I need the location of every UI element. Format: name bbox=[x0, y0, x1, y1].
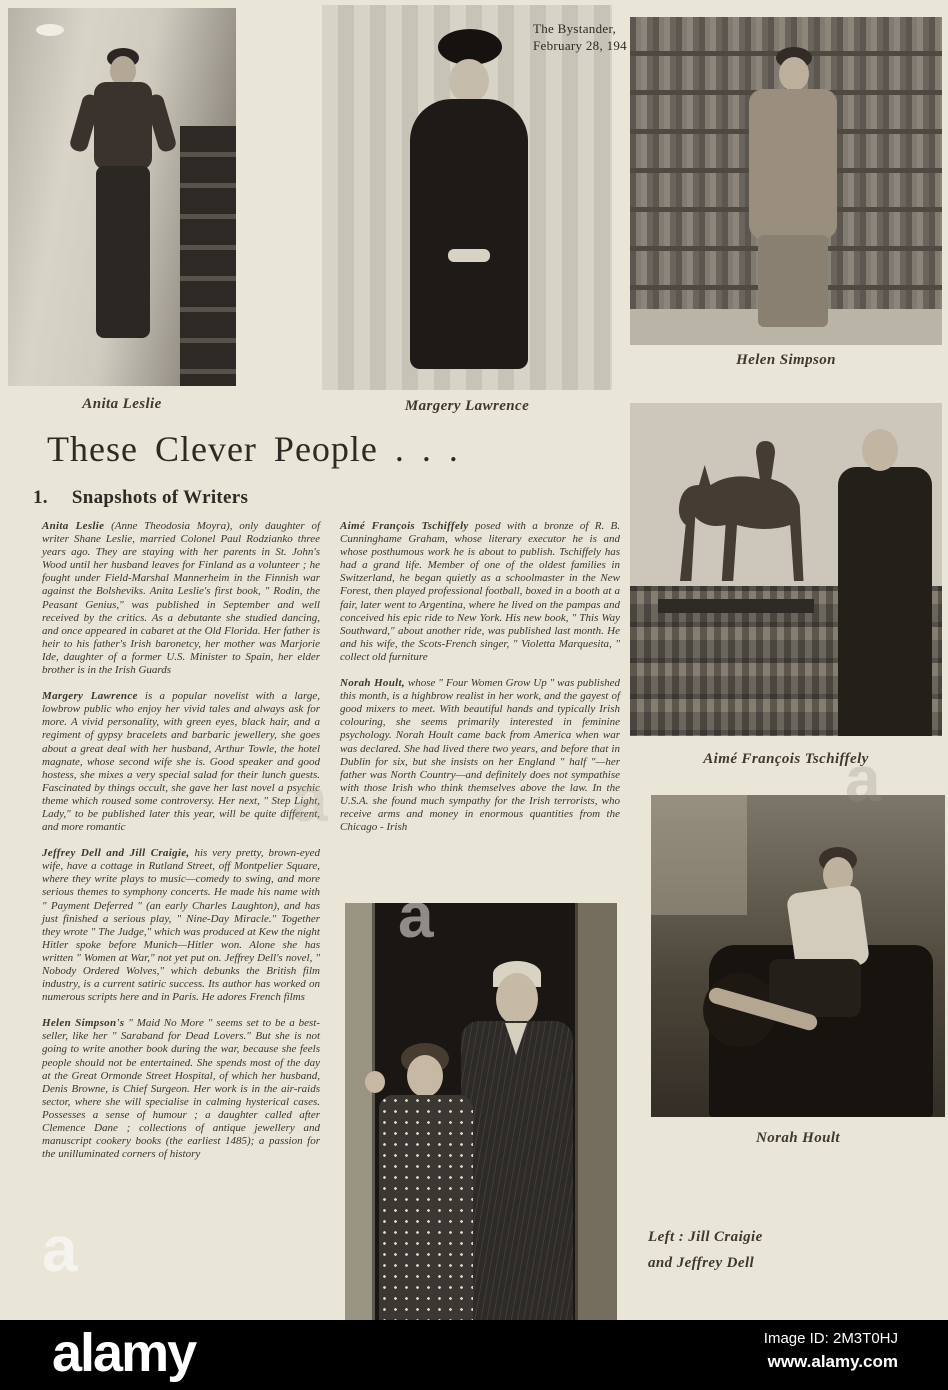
paragraph-text: his very pretty, brown-eyed wife, have a cottage in Rutland Street, off Montpelier Square, where they write plays to music—comedy to swing, and more serious themes to symphony concerts. He made his name with " Payment Deferred " (an early Charles Laughton), and has just finished a serious play, " Nine-Day Miracle." Together they wrote " The Judge," which was produced at Kew the night Hitler spoke before Munich—Hitler won. Alone she has written " Women at War," not yet put on. Jeffrey Dell's novel, " Nobody Ordered Wolves," which debunks the British film industry, is a current satiric success. Its author has worked on numerous scripts here and in Paris. He adores French films bbox=[42, 847, 320, 1004]
section-subtitle bbox=[33, 487, 248, 509]
paragraph-tschiffely bbox=[340, 520, 620, 664]
masthead bbox=[533, 20, 627, 54]
photo-jill-craigie-jeffrey-dell bbox=[345, 903, 617, 1320]
figure-head bbox=[407, 1055, 443, 1097]
figure-dress bbox=[410, 99, 528, 369]
alamy-watermark-glyph: a bbox=[292, 763, 328, 835]
paragraph-anita-leslie bbox=[42, 520, 320, 677]
figure-skirt bbox=[758, 235, 828, 327]
caption-helen-simpson: Helen Simpson bbox=[736, 352, 836, 368]
caption-norah-hoult: Norah Hoult bbox=[755, 1130, 840, 1146]
caption-line: Left : Jill Craigie bbox=[648, 1229, 763, 1245]
text-column-left bbox=[42, 520, 320, 1174]
section-label: Snapshots of Writers bbox=[71, 487, 249, 508]
figure-hand bbox=[365, 1071, 385, 1093]
paragraph-lead: Jeffrey Dell and Jill Craigie, bbox=[42, 847, 190, 860]
alamy-meta bbox=[764, 1330, 898, 1372]
paragraph-text: (Anne Theodosia Moyra), only daughter of writer Shane Leslie, married Colonel Paul Rodzianko three years ago. They are staying with her parents in St. John's Wood until her husband leaves for Finland as a volunteer ; he fought under Field-Marshal Mannerheim in the Finnish war against the Bolsheviks. Anita Leslie's first book, " Rodin, the Peasant Genius," was published in September and well received by the critics. As a debutante she studied dancing, and once appeared in cabaret at the Old Florida. Her father is heir to his father's Irish baronetcy, her mother was Marjorie Ide, daughter of a former U.S. Minister to Spain, her elder brother is in the Irish Guards bbox=[42, 520, 321, 677]
figure-head bbox=[862, 429, 898, 471]
doorframe-shape bbox=[345, 903, 375, 1320]
photo-anita-leslie bbox=[8, 8, 236, 386]
paragraph-norah-hoult bbox=[340, 677, 620, 834]
paragraph-text: whose " Four Women Grow Up " was published this month, is a highbrow realist in her work, and the gayest of good mixers to meet. With beautiful hands and typically Irish colouring, she seems primarily interested in feminine psychology. Norah Hoult came back from America when war was declared. She had lived there two years, and before that in Dublin for six, but she insists on her England " half "—her father was North Country—and definitely does not sympathise with those Irish who think themselves above the law. In the U.S.A. she found much sympathy for the Irish terrorists, who receive arms and money in enormous quantities from the Chicago - Irish bbox=[340, 677, 620, 834]
figure-legs bbox=[96, 166, 150, 338]
section-number: 1. bbox=[33, 487, 48, 508]
paragraph-lead: Norah Hoult, bbox=[340, 677, 405, 690]
text-column-right bbox=[340, 520, 620, 847]
photo-aime-francois-tschiffely bbox=[630, 403, 942, 736]
paragraph-lead: Margery Lawrence bbox=[42, 690, 138, 703]
figure-head bbox=[449, 59, 489, 103]
paragraph-text: " Maid No More " seems set to be a best-seller, like her " Saraband for Dead Lovers." But she is not going to write another book during the war, because she feels people should not be entertained. She spends most of the day at the Great Ormonde Street Hospital, of which her husband, Denis Browne, is Chief Surgeon. Her work is in the air-raids sector, where she will specialise in calming hysterical cases. Possesses a sense of humour ; a daughter called after Clemence Dane ; collections of antique jewellery and manuscript cookery books (the earliest 1485); a passion for the unilluminated corners of history bbox=[42, 1017, 320, 1161]
caption-tschiffely: Aimé François Tschiffely bbox=[703, 751, 869, 767]
image-id-label: Image ID: 2M3T0HJ bbox=[763, 1330, 898, 1347]
figure-head bbox=[779, 57, 809, 91]
caption-anita-leslie: Anita Leslie bbox=[82, 396, 162, 412]
paragraph-text: is a popular novelist with a large, lowbrow public who enjoy her vivid tales and always ask for more. A vivid personality, with green eyes, black hair, and a regiment of gypsy bracelets and barbaric jewellery, she goes about a great deal with her husband, Arthur Towle, the hotel magnate, whose second wife she is. Good speaker and good hostess, she mixes a very special salad for their lunch guests. Fascinated by things occult, she gave her last novel a psychic theme which roused some controversy. Her next, " Step Light, Lady," to be published later this year, will be quite different, and more romantic bbox=[42, 690, 320, 834]
photo-norah-hoult bbox=[651, 795, 945, 1117]
figure-torso bbox=[94, 82, 152, 170]
publication-name: The Bystander, bbox=[533, 21, 617, 36]
lamp-shape bbox=[36, 24, 64, 36]
figure-torso bbox=[838, 467, 932, 736]
alamy-watermark-bar bbox=[0, 1320, 948, 1390]
figure-head bbox=[496, 973, 538, 1025]
caption-margery-lawrence: Margery Lawrence bbox=[404, 398, 530, 414]
bookshelf-shape bbox=[180, 126, 236, 386]
paragraph-helen-simpson bbox=[42, 1017, 320, 1161]
alamy-logo: alamy bbox=[52, 1323, 196, 1383]
photo-helen-simpson bbox=[630, 17, 942, 345]
caption-craigie-dell bbox=[648, 1224, 878, 1276]
horse-statue-shape bbox=[642, 425, 832, 605]
alamy-watermark-glyph: a bbox=[42, 1213, 78, 1285]
photo-margery-lawrence bbox=[322, 5, 612, 390]
figure-cuff bbox=[448, 249, 490, 262]
paragraph-lead: Aimé François Tschiffely bbox=[340, 520, 469, 532]
doorframe-shape bbox=[575, 903, 617, 1320]
figure-pinstripe-suit bbox=[461, 1021, 573, 1320]
publication-date: February 28, 194 bbox=[533, 38, 627, 53]
paragraph-jeffrey-dell-jill-craigie bbox=[42, 847, 320, 1004]
alamy-watermark-glyph: a bbox=[845, 743, 881, 815]
paragraph-lead: Helen Simpson's bbox=[42, 1017, 125, 1030]
caption-line: and Jeffrey Dell bbox=[648, 1255, 755, 1271]
figure-polkadot-dress bbox=[379, 1095, 473, 1320]
page-title: These Clever People . . . bbox=[47, 429, 459, 469]
figure-jacket bbox=[749, 89, 837, 239]
paragraph-lead: Anita Leslie bbox=[42, 520, 105, 532]
window-light-shape bbox=[651, 795, 747, 915]
paragraph-margery-lawrence bbox=[42, 690, 320, 834]
alamy-watermark-glyph: a bbox=[398, 879, 434, 951]
alamy-url: www.alamy.com bbox=[767, 1352, 898, 1371]
paragraph-text: posed with a bronze of R. B. Cunninghame Graham, whose literary executor he is and whose posthumous work he is about to publish. Tschiffely has had a grand life. Member of one of the oldest families in Switzerland, he began quietly as a schoolmaster in the New Forest, then played professional football, boxed in a booth at a fair, later went to Argentina, where he lived on the pampas and conceived his epic ride to New York. His new book, " This Way Southward," about another ride, was published last month. He and his wife, the Scots-French singer, " Violetta Marquesita, " collect old furniture bbox=[340, 520, 620, 663]
